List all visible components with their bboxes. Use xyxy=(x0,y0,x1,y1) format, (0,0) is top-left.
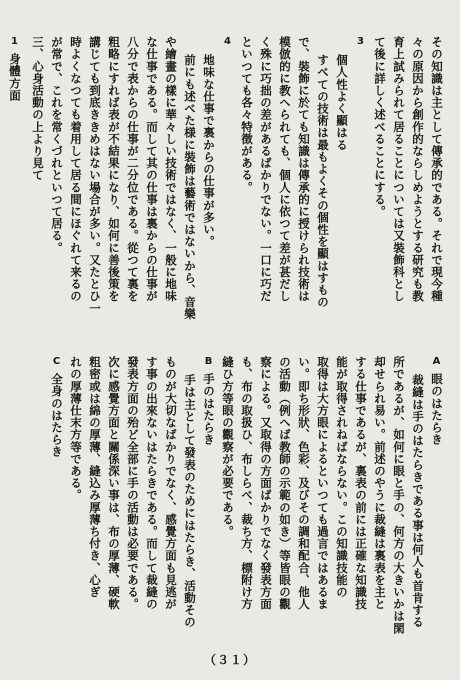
subsection-letter: C xyxy=(52,356,61,367)
text-column: 八分で表からの仕事が二分位である。從つて裏を xyxy=(126,36,140,303)
text-column: で、裝飾に於ても知識は傳承的に授けられ技術は xyxy=(297,36,311,303)
subsection-1 xyxy=(5,36,24,101)
text-column: す事の出來ないはたらきである。而して裁縫の xyxy=(145,356,159,611)
text-column: や繪畫の樣に華々しい技術ではなく、一般に地味 xyxy=(164,36,178,303)
section-number: 3 xyxy=(357,36,364,47)
subsection-c xyxy=(47,356,66,458)
bottom-text-block xyxy=(41,356,446,646)
text-column: その知識は主として傳承的である。それで現今種 xyxy=(430,36,444,303)
text-column: も、布の取扱ひ、布しらべ、裁ち方、標附け方 xyxy=(240,356,254,611)
text-column: 却せられ易い。前述のやうに裁縫は裏表を主と xyxy=(373,356,387,611)
text-column: ものが大切なばかりでなく、感覺方面も見逃が xyxy=(164,356,178,611)
text-column: が常で、これを常くづれといつて居る。 xyxy=(50,36,64,254)
section-number: 1 xyxy=(11,36,18,47)
text-column: 時よくなつても着用して居る間にほぐれて来るの xyxy=(69,36,83,303)
text-column: 取得は大方眼によるといつても過言ではあるま xyxy=(316,356,330,611)
section-number: 4 xyxy=(224,36,231,47)
text-column: 所であるが、如何に眼と手の、何方の大きいかは閑 xyxy=(392,356,406,635)
text-column: て後に詳しく述べることにする。 xyxy=(373,36,387,218)
text-column: 粗略にすれば表が不結果になり、如何に善後策を xyxy=(107,36,121,303)
text-column: 前にも述べた様に裝飾は藝術ではないから、音樂 xyxy=(183,54,197,321)
text-column: く殊に巧拙の差があるばかりでない。一口に巧だ xyxy=(259,36,273,303)
text-column: すべての技術は最もよくその個性を顯はすもの xyxy=(316,54,330,309)
subsection-a xyxy=(427,356,446,446)
text-column: 粗密或は綿の厚薄、縫込み厚薄ち付き、心ぎ xyxy=(88,356,102,598)
text-column: 講じても到底ききめはない場合が多い。又たとひ一 xyxy=(88,36,102,315)
text-column: 裁縫は手のはたらきである事は何人も首肯する xyxy=(411,374,425,629)
text-column: 々の原因から創作的ならしめようとする研究も教 xyxy=(411,36,425,303)
subsection-letter: B xyxy=(204,356,213,367)
subsection-heading: 眼のはたらき xyxy=(430,373,444,446)
text-column: 手は主として發表のためにはたらき、活動その xyxy=(183,374,197,629)
section-heading: 個人性よく顯はる xyxy=(335,54,349,151)
text-column: 次に感覺方面と關係深い事は、布の厚薄、硬軟 xyxy=(107,356,121,611)
text-column: れの厚薄仕末方等である。 xyxy=(69,356,83,502)
text-column: 發表方面の殆ど全部に手の活動は必要である。 xyxy=(126,356,140,611)
chapter-heading: 三、心身活動の上より見て xyxy=(31,36,45,182)
text-column: の活動（例へば教師の示範の如き）等皆眼の觀 xyxy=(278,356,292,611)
subsection-b xyxy=(199,356,218,446)
text-column: 能が取得されねばならない。この知識技能の xyxy=(335,356,349,598)
section-4 xyxy=(218,36,237,53)
text-column: な仕事である。而して其の仕事は裏からの仕事が xyxy=(145,36,159,303)
text-column: 模倣的に教へられても、個人に依つて差が甚だし xyxy=(278,36,292,303)
text-column: といつても各々特徴がある。 xyxy=(240,36,254,194)
text-column: 縫ひ方等眼の觀察が必要である。 xyxy=(221,356,235,538)
text-column: い。即ち形狀、色彩、及びその調和配合、他人 xyxy=(297,356,311,611)
subsection-heading: 全身のはたらき xyxy=(50,373,64,458)
subsection-heading: 身體方面 xyxy=(8,53,22,102)
section-heading: 地味な仕事で裏からの仕事が多い。 xyxy=(202,54,216,248)
subsection-heading: 手のはたらき xyxy=(202,373,216,446)
text-column: 察による。又取得の方面ばかりでなく發表方面 xyxy=(259,356,273,611)
section-3 xyxy=(351,36,370,53)
page-number: （３１） xyxy=(203,653,256,667)
subsection-letter: A xyxy=(432,356,441,367)
text-column: する仕事であるが、裏表の前には正確な知識技 xyxy=(354,356,368,611)
text-column: 育上試みられて居ることについては又裝飾科とし xyxy=(392,36,406,303)
